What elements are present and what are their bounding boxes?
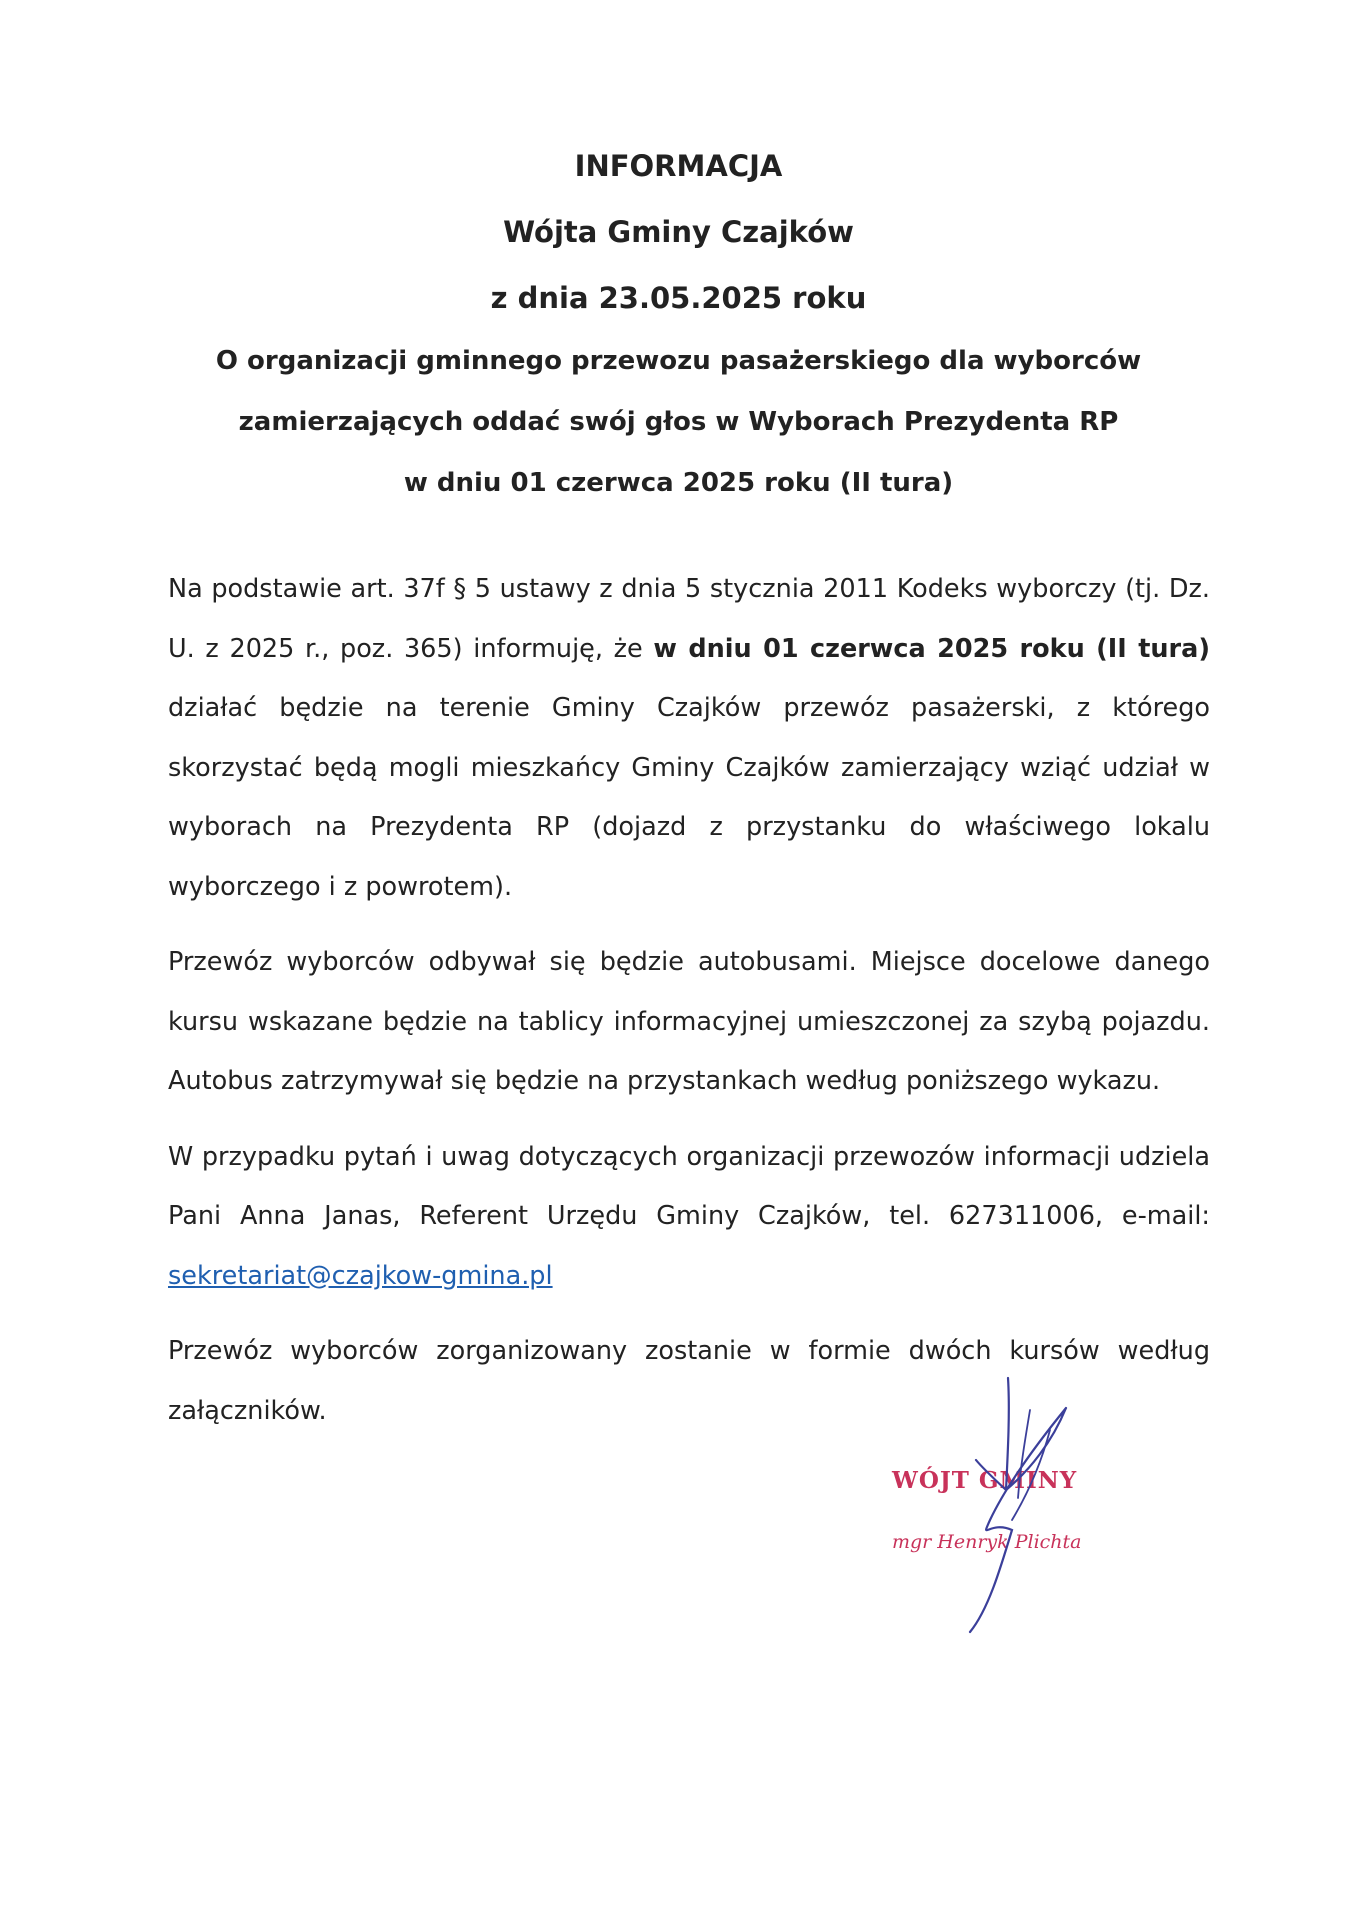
document-date: z dnia 23.05.2025 roku (490, 281, 867, 315)
paragraph-contact (168, 1128, 1210, 1307)
document-title: INFORMACJA (574, 149, 783, 183)
paragraph-text: Na podstawie art. 37f § 5 ustawy z dnia 5 stycznia 2011 Kodeks wyborczy (tj. Dz. U. z 2025 r., poz. 365) informuję, że (168, 574, 1210, 664)
email-link[interactable]: sekretariat@czajkow-gmina.pl (168, 1260, 553, 1291)
signature-ink (970, 1378, 1066, 1632)
paragraph-courses: Przewóz wyborców zorganizowany zostanie w formie dwóch kursów według załączników. (168, 1336, 1210, 1426)
paragraph-text: W przypadku pytań i uwag dotyczących organizacji przewozów informacji udziela Pani Anna Janas, Referent Urzędu Gminy Czajków, tel. 627311006, e-mail: (168, 1141, 1210, 1231)
document-subject-line: O organizacji gminnego przewozu pasażerskiego dla wyborców (215, 346, 1142, 376)
document-subject-line: zamierzających oddać swój głos w Wyborach Prezydenta RP (238, 407, 1119, 437)
document-body (168, 560, 1210, 1441)
document-subject-line: w dniu 01 czerwca 2025 roku (II tura) (403, 468, 954, 498)
paragraph-text: działać będzie na terenie Gminy Czajków przewóz pasażerski, z którego skorzystać będą mogli mieszkańcy Gminy Czajków zamierzający wziąć udział w wyborach na Prezydenta RP (dojazd z przystanku do właściwego lokalu wyborczego i z powrotem). (168, 693, 1210, 902)
paragraph-legal-basis (168, 560, 1210, 917)
stamp-name: mgr Henryk Plichta (892, 1531, 1082, 1553)
document-author: Wójta Gminy Czajków (503, 215, 854, 249)
stamp-title: WÓJT GMINY (892, 1467, 1078, 1494)
paragraph-bold-date: w dniu 01 czerwca 2025 roku (II tura) (653, 633, 1210, 664)
signature-stamp (880, 1370, 1150, 1640)
paragraph-transport: Przewóz wyborców odbywał się będzie autobusami. Miejsce docelowe danego kursu wskazane będzie na tablicy informacyjnej umieszczonej za szybą pojazdu. Autobus zatrzymywał się będzie na przystankach według poniższego wykazu. (168, 947, 1210, 1096)
document-header (0, 133, 1357, 514)
